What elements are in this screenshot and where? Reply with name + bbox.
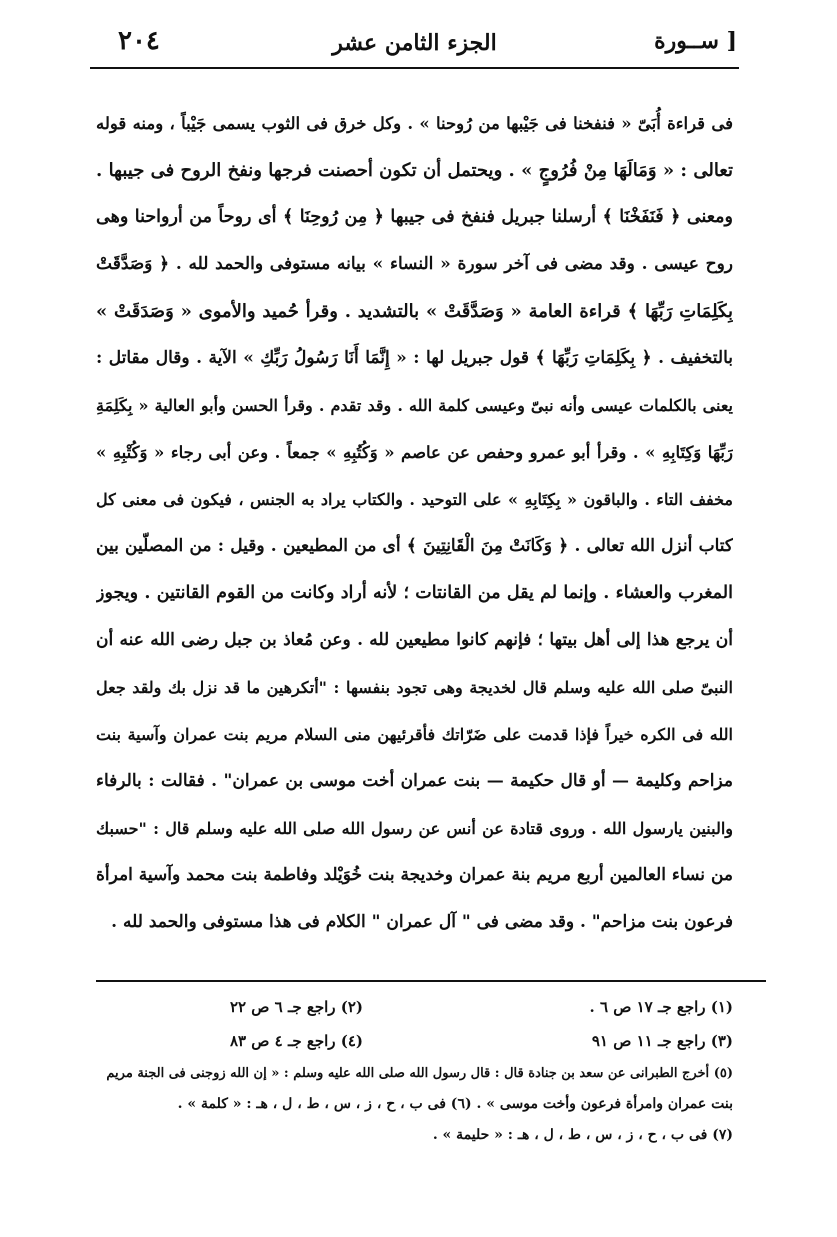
text-line: فى قراءة أُبَىّ « فنفخنا فى جَيْبها من رُوحنا » . وكل خرق فى الثوب يسمى جَيْباً ، ومنه قوله (96, 114, 733, 133)
text-line: ومعنى ﴿ فَنَفَخْنَا ﴾ أرسلنا جبريل فنفخ فى جيبها ﴿ مِن رُوحِنَا ﴾ أى روحاً من أرواحنا وهى (96, 207, 733, 227)
text-line: الله فى الكره خيراً فإذا قدمت على ضَرّاتك فأقرئيهن منى السلام مريم بنت عمران وآسية بنت (96, 725, 733, 744)
surah-label: [ ســورة (654, 28, 737, 54)
text-line: والبنين يارسول الله . وروى قتادة عن أنس عن رسول الله صلى الله عليه وسلم قال : "حسبك (96, 819, 733, 838)
part-title: الجزء الثامن عشر (332, 30, 497, 56)
text-line: مخفف التاء . والباقون « بِكِتَابِهِ » على التوحيد . والكتاب يراد به الجنس ، فيكون فى معنى كل (96, 490, 733, 509)
page-header (92, 22, 737, 62)
text-line: بِكَلِمَاتِ رَبِّهَا ﴾ قراءة العامة « وَصَدَّقَتْ » بالتشديد . وقرأ حُميد والأموى « وَصَدَقَتْ » (96, 301, 733, 322)
footnote-5-line-2: بنت عمران وامرأة فرعون وأخت موسى » . (٦) فى ب ، ح ، ز ، س ، ط ، ل ، هـ : « كلمة » . (177, 1096, 733, 1112)
footnote-3: (٣) راجع جـ ١١ ص ٩١ (591, 1032, 733, 1050)
footnote-5-line-1: (٥) أخرج الطبرانى عن سعد بن جنادة قال : قال رسول الله صلى الله عليه وسلم : « إن الله زوجنى فى الجنة مريم (106, 1066, 733, 1081)
text-line: يعنى بالكلمات عيسى وأنه نبىّ وعيسى كلمة الله . وقد تقدم . وقرأ الحسن وأبو العالية « بِكَلِمَةِ (96, 396, 733, 415)
text-line: تعالى : « وَمَالَهَا مِنْ فُرُوجٍ » . ويحتمل أن تكون أحصنت فرجها ونفخ الروح فى جيبها . (96, 160, 733, 181)
text-line: فرعون بنت مزاحم" . وقد مضى فى " آل عمران " الكلام فى هذا مستوفى والحمد لله . (111, 912, 733, 932)
text-line: بالتخفيف . ﴿ بِكَلِمَاتِ رَبِّهَا ﴾ قول جبريل لها : « إِنَّمَا أَنَا رَسُولُ رَبِّكِ » الآية . وقال مقاتل : (96, 348, 733, 368)
footnote-divider (96, 980, 766, 982)
text-line: رَبِّهَا وَكِتَابِهِ » . وقرأ أبو عمرو وحفص عن عاصم « وَكُتُبِهِ » جمعاً . وعن أبى رجاء « وَكُتْبِهِ » (96, 443, 733, 462)
footnote-row (96, 990, 733, 1024)
text-line: المغرب والعشاء . وإنما لم يقل من القانتات ؛ لأنه أراد وكانت من القوم القانتين . ويجوز (96, 583, 733, 603)
text-line: من نساء العالمين أربع مريم بنة عمران وخديجة بنت خُوَيْلد وفاطمة بنت محمد وآسية امرأة (96, 865, 733, 885)
footnote-7: (٧) فى ب ، ح ، ز ، س ، ط ، ل ، هـ : « حليمة » . (432, 1127, 733, 1143)
text-line: كتاب أنزل الله تعالى . ﴿ وَكَانَتْ مِنَ الْقَانِتِينَ ﴾ أى من المطيعين . وقيل : من المصلّين بين (96, 536, 733, 556)
text-line: أن يرجع هذا إلى أهل بيتها ؛ فإنهم كانوا مطيعين لله . وعن مُعاذ بن جبل رضى الله عنه أن (96, 630, 733, 650)
main-text (96, 100, 733, 946)
text-line: روح عيسى . وقد مضى فى آخر سورة « النساء » بيانه مستوفى والحمد لله . ﴿ وَصَدَّقَتْ (96, 254, 733, 274)
footnote-row (96, 1024, 733, 1058)
footnote-2: (٢) راجع جـ ٦ ص ٢٢ (229, 998, 363, 1016)
footnote-1: (١) راجع جـ ١٧ ص ٦ . (589, 998, 733, 1016)
text-line: النبىّ صلى الله عليه وسلم قال لخديجة وهى تجود بنفسها : "أتكرهين ما قد نزل بك ولقد جعل (96, 678, 733, 697)
footnote-4: (٤) راجع جـ ٤ ص ٨٣ (229, 1032, 363, 1050)
footnotes (96, 990, 733, 1151)
page-number: ٢٠٤ (118, 26, 160, 56)
text-line: مزاحم وكليمة — أو قال حكيمة — بنت عمران أخت موسى بن عمران" . فقالت : بالرفاء (96, 771, 733, 791)
header-divider (90, 67, 739, 69)
